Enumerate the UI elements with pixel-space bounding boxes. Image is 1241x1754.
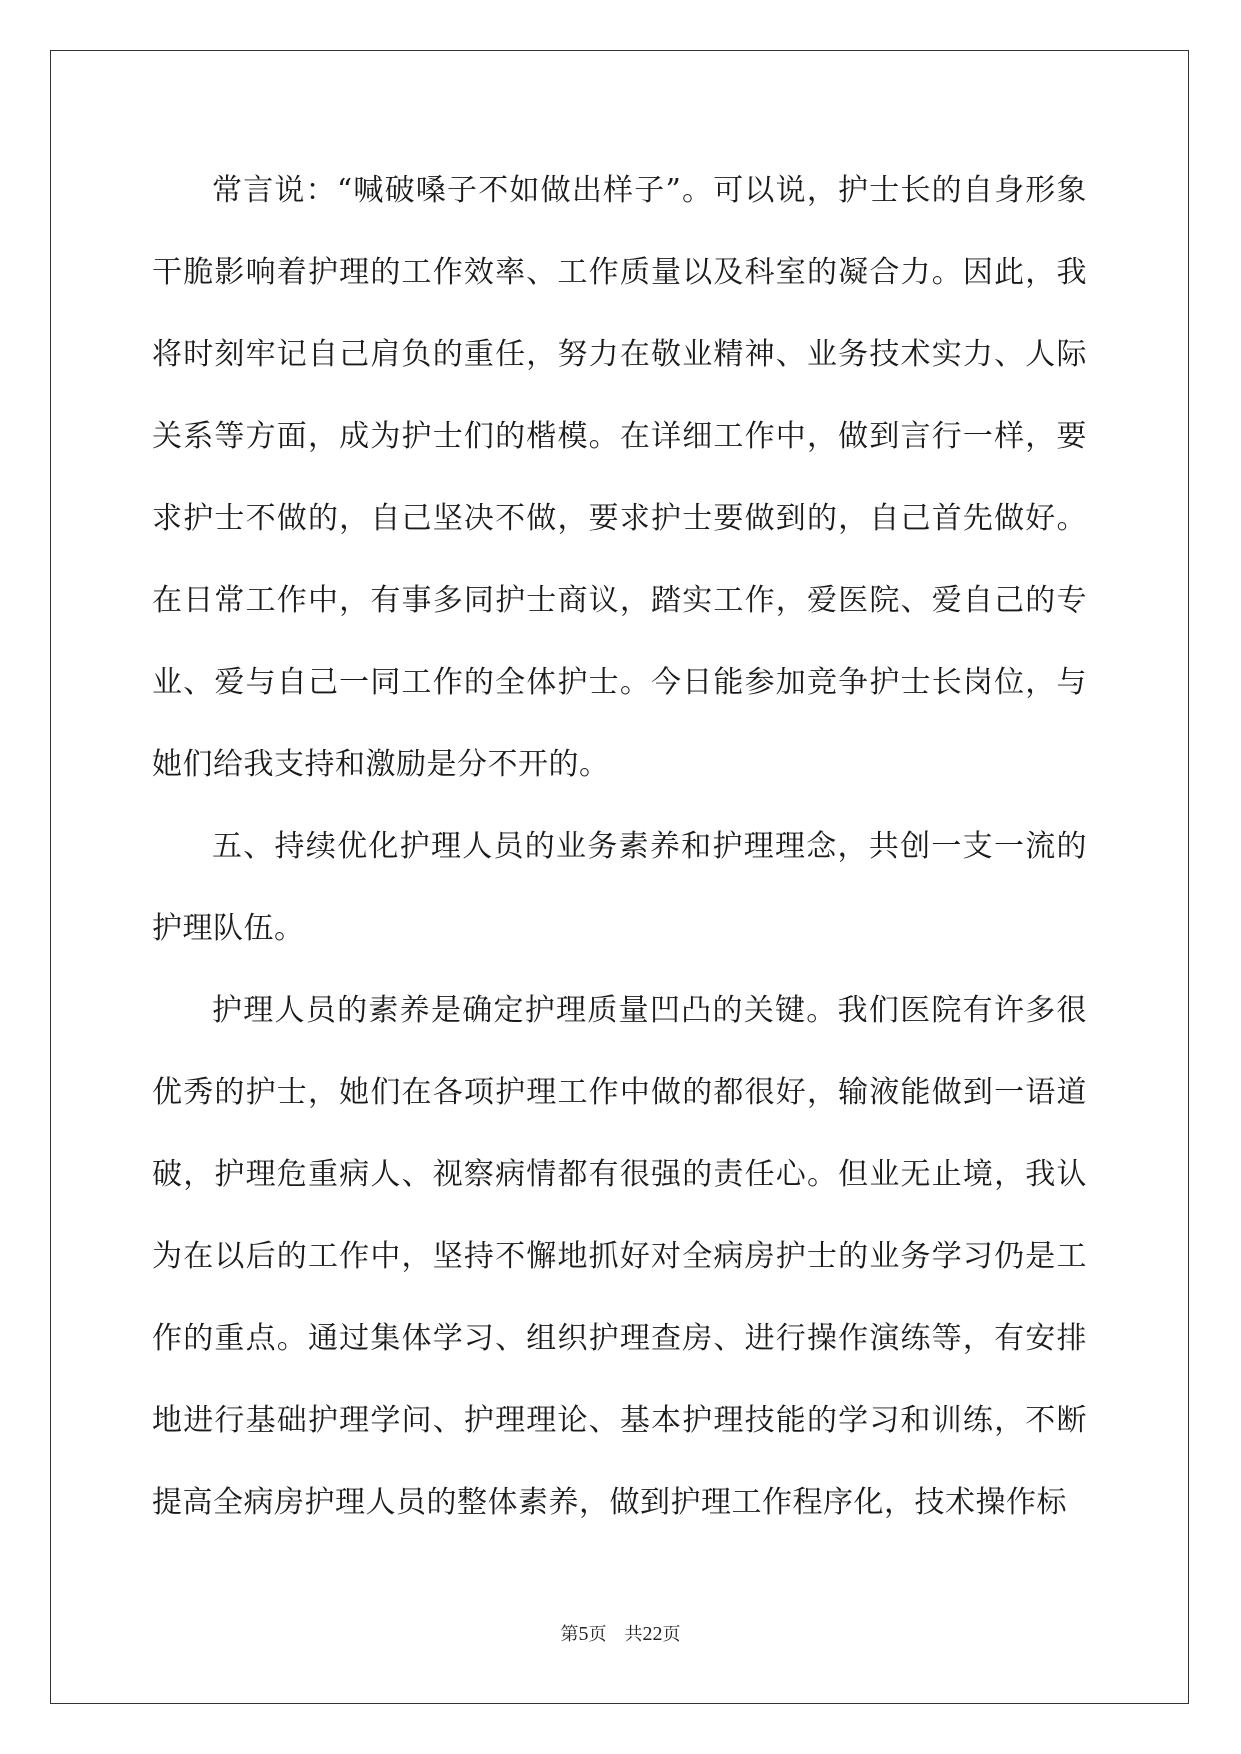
- paragraph-role-model: 常言说：“喊破嗓子不如做出样子”。可以说，护士长的自身形象干脆影响着护理的工作效率、工作质量以及科室的凝合力。因此，我将时刻牢记自己肩负的重任，努力在敬业精神、业务技术实力、人际关系等方面，成为护士们的楷模。在详细工作中，做到言行一样，要求护士不做的，自己坚决不做，要求护士要做到的，自己首先做好。在日常工作中，有事多同护士商议，踏实工作，爱医院、爱自己的专业、爱与自己一同工作的全体护士。今日能参加竞争护士长岗位，与她们给我支持和激励是分不开的。: [152, 173, 1087, 782]
- page-footer: [0, 1620, 1241, 1646]
- total-label-prefix: 共: [624, 1624, 643, 1644]
- total-page-count: 22: [642, 1623, 663, 1645]
- page-label-prefix: 第: [560, 1624, 579, 1644]
- page-label-suffix: 页: [588, 1624, 607, 1644]
- paragraph-section-five-heading: 五、持续优化护理人员的业务素养和护理理念，共创一支一流的护理队伍。: [152, 829, 1087, 946]
- paragraph-staff-quality: 护理人员的素养是确定护理质量凹凸的关键。我们医院有许多很优秀的护士，她们在各项护理工作中做的都很好，输液能做到一语道破，护理危重病人、视察病情都有很强的责任心。但业无止境，我认为在以后的工作中，坚持不懈地抓好对全病房护士的业务学习仍是工作的重点。通过集体学习、组织护理查房、进行操作演练等，有安排地进行基础护理学问、护理理论、基本护理技能的学习和训练，不断提高全病房护理人员的整体素养，做到护理工作程序化，技术操作标: [152, 993, 1087, 1520]
- document-body: [152, 150, 1087, 1544]
- total-label-suffix: 页: [662, 1624, 681, 1644]
- current-page-number: 5: [578, 1623, 589, 1645]
